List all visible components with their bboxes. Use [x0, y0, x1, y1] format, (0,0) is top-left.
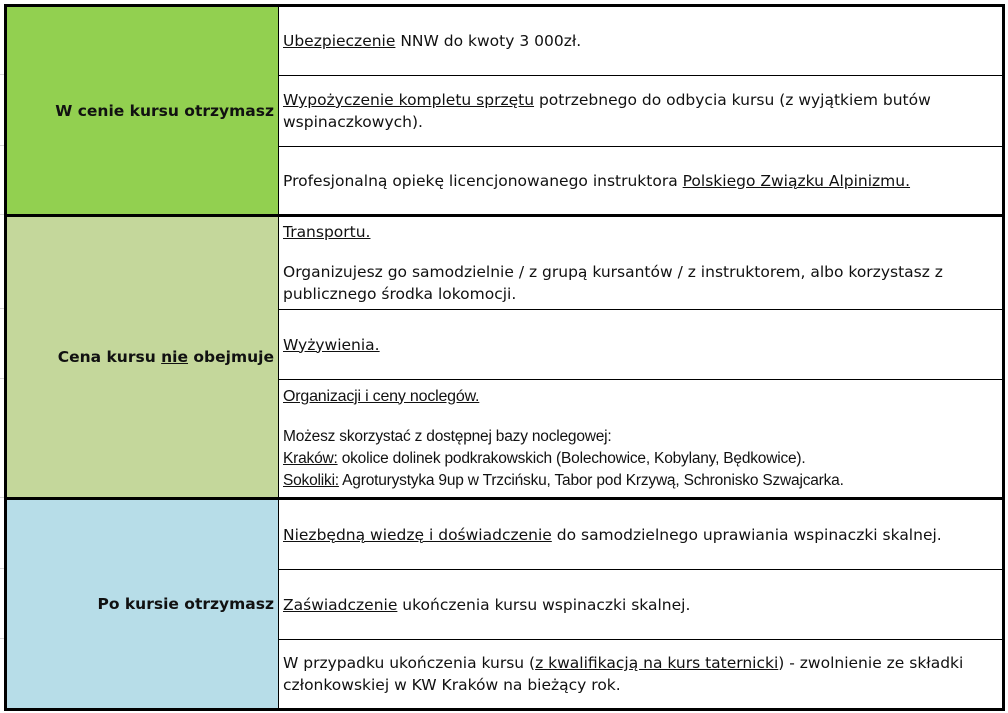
group-header-after-course [6, 499, 279, 710]
insurance-link[interactable]: Ubezpieczenie [283, 32, 396, 50]
group-header-label: Po kursie otrzymasz [97, 595, 274, 613]
equipment-text: potrzebnego do odbycia kursu (z wyjątkiem butów wspinaczkowych). [283, 91, 931, 131]
after-item-membership [279, 640, 1004, 710]
after-item-certificate [279, 570, 1004, 640]
transport-link[interactable]: Transportu. [283, 223, 371, 241]
included-item-insurance [279, 6, 1004, 76]
accommodation-note: Możesz skorzystać z dostępnej bazy noclegowej: [283, 427, 612, 445]
included-item-equipment [279, 76, 1004, 147]
equipment-link[interactable]: Wypożyczenie kompletu sprzętu [283, 91, 535, 109]
group-header-label-post: obejmuje [188, 348, 274, 366]
sokoliki-text: Agroturystyka 9up w Trzcińsku, Tabor pod Krzywą, Schronisko Szwajcarka. [338, 471, 844, 489]
sokoliki-link[interactable]: Sokoliki: [283, 471, 339, 489]
membership-text-post: ) - zwolnienie ze składki członkowskiej w KW Kraków na bieżący rok. [283, 654, 964, 694]
course-info-table [4, 4, 1005, 711]
certificate-text: ukończenia kursu wspinaczki skalnej. [397, 595, 691, 614]
excluded-item-transport [279, 216, 1004, 310]
instructor-text: Profesjonalną opiekę licencjonowanego instruktora [283, 171, 683, 190]
place-sokoliki [283, 470, 998, 492]
transport-note: Organizujesz go samodzielnie / z grupą kursantów / z instruktorem, albo korzystasz z publicznego środka lokomocji. [283, 263, 943, 303]
group-header-label-emph: nie [161, 348, 189, 366]
knowledge-text: do samodzielnego uprawiania wspinaczki skalnej. [551, 525, 942, 544]
group-header-included [6, 6, 279, 216]
pza-link[interactable]: Polskiego Związku Alpinizmu. [682, 171, 911, 190]
certificate-link[interactable]: Zaświadczenie [283, 595, 398, 614]
krakow-link[interactable]: Kraków: [283, 449, 338, 467]
after-item-knowledge [279, 499, 1004, 570]
membership-text-pre: W przypadku ukończenia kursu ( [283, 654, 536, 672]
accommodation-link[interactable]: Organizacji i ceny noclegów. [283, 387, 480, 405]
group-header-label: W cenie kursu otrzymasz [55, 101, 274, 120]
group-header-label-pre: Cena kursu [57, 348, 162, 366]
insurance-text: NNW do kwoty 3 000zł. [395, 32, 582, 50]
knowledge-link[interactable]: Niezbędną wiedzę i doświadczenie [283, 525, 552, 544]
excluded-item-accommodation [279, 380, 1004, 499]
excluded-item-food [279, 310, 1004, 380]
qualification-link[interactable]: z kwalifikacją na kurs taternicki [535, 654, 779, 672]
food-link[interactable]: Wyżywienia. [283, 335, 380, 354]
place-krakow [283, 448, 998, 470]
krakow-text: okolice dolinek podkrakowskich (Bolechowice, Kobylany, Będkowice). [337, 449, 806, 467]
included-item-instructor [279, 147, 1004, 216]
group-header-not-included [6, 216, 279, 499]
